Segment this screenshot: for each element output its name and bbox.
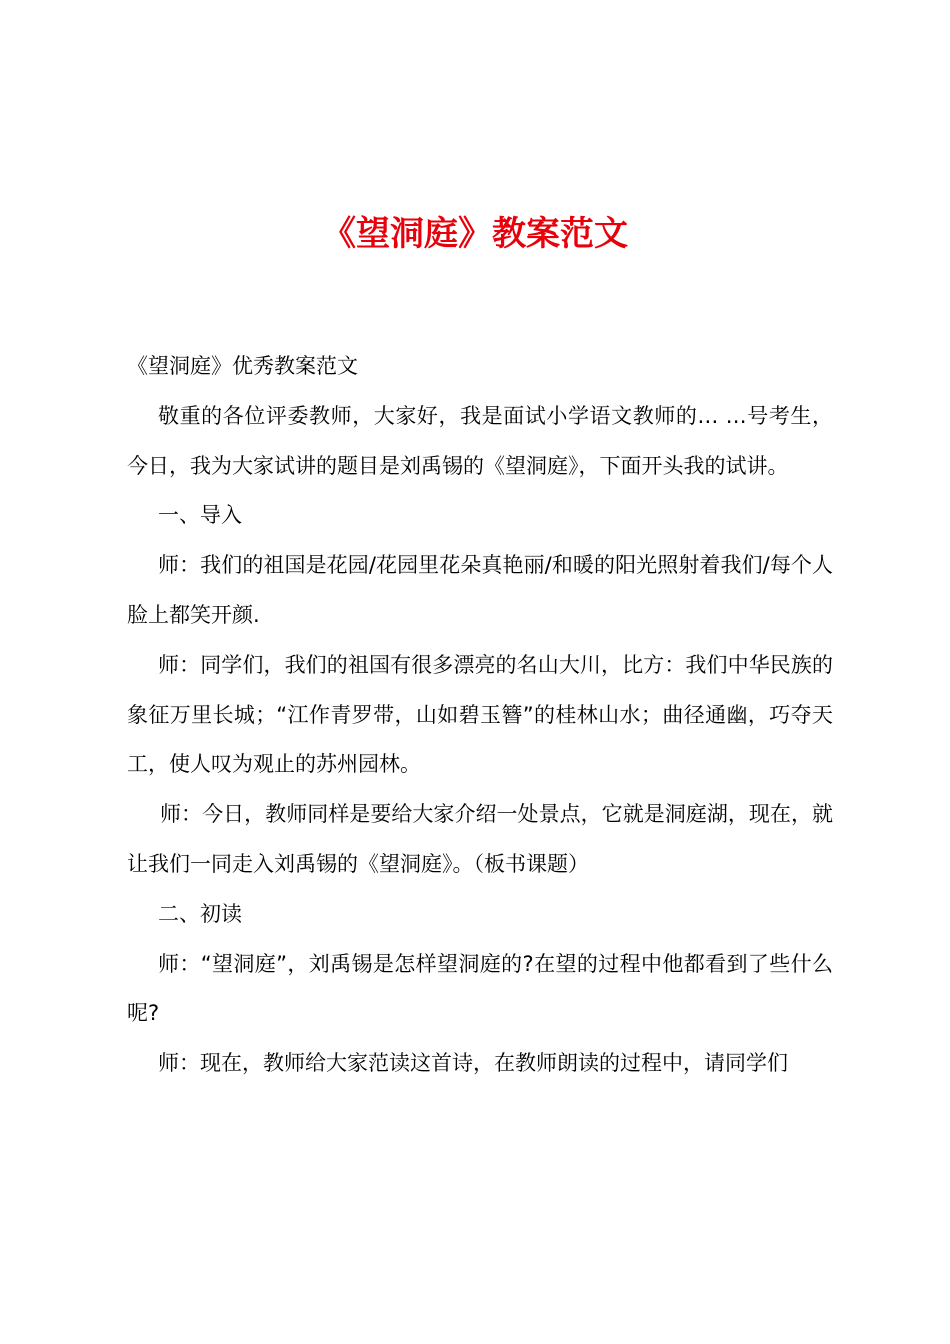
paragraph-teacher-3: 师：今日，教师同样是要给大家介绍一处景点，它就是洞庭湖，现在，就让我们一同走入刘禹锡的《望洞庭》。（板书课题） — [127, 802, 833, 876]
paragraph-intro: 敬重的各位评委教师，大家好，我是面试小学语文教师的… …号考生，今日，我为大家试讲的题目是刘禹锡的《望洞庭》，下面开头我的试讲。 — [127, 403, 833, 478]
paragraph-teacher-5: 师：现在，教师给大家范读这首诗，在教师朗读的过程中，请同学们 — [158, 1051, 788, 1076]
paragraph-teacher-4: 师：“望洞庭”，刘禹锡是怎样望洞庭的?在望的过程中他都看到了些什么呢? — [127, 951, 833, 1026]
subtitle-line: 《望洞庭》优秀教案范文 — [127, 354, 358, 378]
document-body — [127, 342, 833, 1089]
paragraph-teacher-1: 师：我们的祖国是花园/花园里花朵真艳丽/和暖的阳光照射着我们/每个人脸上都笑开颜. — [127, 553, 833, 627]
section-heading-intro: 一、导入 — [158, 503, 242, 528]
section-heading-first-reading: 二、初读 — [158, 901, 242, 926]
paragraph-teacher-2: 师：同学们，我们的祖国有很多漂亮的名山大川，比方：我们中华民族的象征万里长城；“江作青罗带，山如碧玉簪”的桂林山水；曲径通幽，巧夺天工，使人叹为观止的苏州园林。 — [127, 652, 833, 777]
document-title: 《望洞庭》教案范文 — [322, 214, 628, 254]
